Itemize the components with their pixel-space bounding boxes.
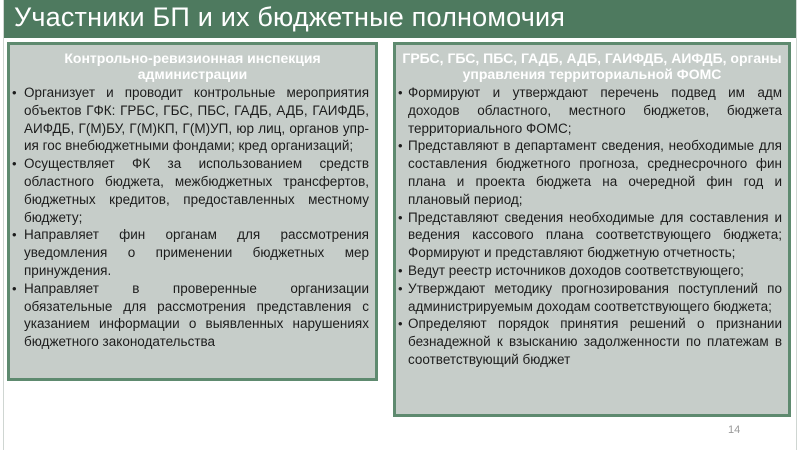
title-bar bbox=[4, 0, 796, 38]
list-item: • Направляет в проверенные организации обязательные для рассмотрения представления с указанием информации о выявленных нарушениях бюджетного законодательства bbox=[12, 280, 369, 350]
bullet-icon: • bbox=[12, 156, 17, 172]
list-item: • Направляет фин органам для рассмотрения уведомления о применении бюджетных мер принуждения. bbox=[12, 227, 369, 278]
list-item: • Осуществляет ФК за использованием средств областного бюджета, межбюджетных трансфертов, бюджетных кредитов, предоставленных местному бюджету; bbox=[12, 156, 369, 225]
list-item: • Представляют сведения необходимые для составления и ведения кассового плана соответствующего бюджета; Формируют и представляют бюджетную отчетность; bbox=[398, 209, 782, 261]
bullet-icon: • bbox=[398, 316, 403, 332]
list-item: • Ведут реестр источников доходов соответствующего; bbox=[398, 262, 744, 278]
bullet-icon: • bbox=[12, 227, 17, 243]
bullet-icon: • bbox=[398, 280, 403, 296]
bullet-icon: • bbox=[398, 85, 403, 100]
right-panel bbox=[393, 42, 791, 417]
right-panel-list bbox=[398, 84, 782, 369]
list-item: • Формируют и утверждают перечень подвед им адм доходов областного, местного бюджетов, бюджета территориального ФОМС; bbox=[398, 85, 782, 136]
list-item: • Определяют порядок принятия решений о признании безнадежной к взысканию задолженности по платежам в соответствующий бюджет bbox=[398, 316, 782, 367]
bullet-icon: • bbox=[398, 262, 403, 278]
list-item: • Утверждают методику прогнозирования поступлений по администрируемым доходам соответствующего бюджета; bbox=[398, 280, 782, 314]
page-number: 14 bbox=[728, 424, 741, 436]
list-item: • Представляют в департамент сведения, необходимые для составления бюджетного прогноза, среднесрочного фин плана и проекта бюджета на очередной фин год и плановый период; bbox=[398, 138, 782, 207]
left-panel-header: Контрольно-ревизионная инспекция администрации bbox=[64, 50, 321, 82]
bullet-icon: • bbox=[398, 209, 403, 225]
left-panel bbox=[7, 42, 378, 381]
bullet-icon: • bbox=[12, 280, 17, 296]
list-item: • Организует и проводит контрольные мероприятия объектов ГФК: ГРБС, ГБС, ПБС, ГАДБ, АДБ, ГАИФДБ, АИФДБ, Г(М)БУ, Г(М)КП, Г(М)УП, юр лиц, органов упр-ия гос внебюджетными фондами; кред организаций; bbox=[12, 85, 369, 154]
bullet-icon: • bbox=[12, 85, 17, 100]
right-panel-header: ГРБС, ГБС, ПБС, ГАДБ, АДБ, ГАИФДБ, АИФДБ, органы управления территориальной ФОМС bbox=[402, 50, 782, 82]
left-panel-list bbox=[12, 84, 369, 351]
bullet-icon: • bbox=[398, 138, 403, 154]
slide-title: Участники БП и их бюджетные полномочия bbox=[14, 2, 566, 32]
